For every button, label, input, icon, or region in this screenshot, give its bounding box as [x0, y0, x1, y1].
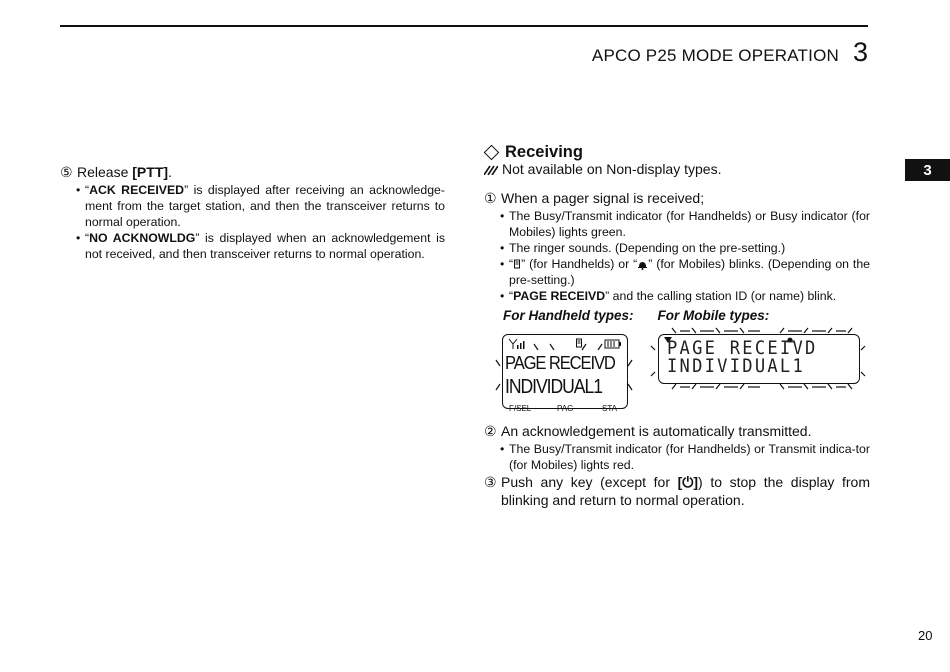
handheld-softkey-3: STA — [602, 404, 617, 413]
step-number: ⑤ — [60, 164, 73, 180]
page-header — [592, 37, 868, 68]
section-title: Receiving — [505, 143, 583, 161]
list-item: • “ ” (for Handhelds) or “ ” (for Mobiles) blinks. (Depending on the pre-setting.) — [500, 257, 871, 287]
list-item: • The Busy/Transmit indicator (for Handhelds) or Transmit indica-tor (for Mobiles) lights red. — [500, 442, 870, 472]
caption-handheld: For Handheld types: — [503, 308, 634, 323]
list-item: • The ringer sounds. (Depending on the pre-setting.) — [500, 241, 786, 255]
chapter-tab[interactable]: 3 — [905, 159, 950, 181]
mobile-line-2: INDIVIDUAL1 — [667, 355, 806, 377]
step-3-text: Push any key (except for [⏻]) to stop the display from blinking and return to normal operation. — [501, 474, 871, 508]
header-chapter: 3 — [852, 37, 868, 67]
step-2-text: An acknowledgement is automatically transmitted. — [501, 423, 812, 439]
mobile-line-1: PAGE RECEIVD — [667, 337, 818, 359]
release-ptt-step — [60, 163, 445, 181]
handheld-softkey-1: F/SEL — [509, 404, 532, 413]
display-note — [484, 161, 870, 177]
pager-mobile-icon — [637, 260, 648, 270]
right-column — [484, 144, 870, 510]
section-heading — [484, 144, 870, 160]
header-title: APCO P25 MODE OPERATION — [591, 46, 839, 65]
note-text: Not available on Non-display types. — [502, 161, 722, 177]
step-1-text: When a pager signal is received; — [501, 190, 705, 206]
handheld-softkey-2: PAG — [557, 404, 574, 413]
hatch-icon — [484, 164, 498, 175]
diamond-icon — [484, 144, 500, 160]
step-2-bullets — [500, 441, 870, 473]
step-1-bullets — [500, 208, 870, 304]
left-column — [60, 163, 445, 262]
list-item: • The Busy/Transmit indicator (for Handhelds) or Busy indicator (for Mobiles) lights green. — [500, 209, 870, 239]
header-rule — [60, 25, 868, 27]
bullet-no-acknowldg: • “NO ACKNOWLDG” is displayed when an acknowledgement is not received, and then transceiver returns to normal operation. — [76, 231, 445, 261]
handheld-line-1: PAGE RECEIVD — [505, 353, 615, 373]
step-3-number: ③ — [484, 474, 497, 490]
blink-marks — [494, 326, 874, 418]
step-2 — [484, 422, 870, 440]
ptt-key-label: [PTT] — [132, 164, 169, 180]
page-number: 20 — [918, 628, 933, 643]
step-text-post: . — [168, 164, 172, 180]
step-3 — [484, 473, 870, 509]
release-bullets — [76, 182, 445, 262]
step-1 — [484, 189, 870, 207]
handheld-line-2: INDIVIDUAL1 — [505, 376, 602, 398]
pager-handheld-icon — [513, 259, 521, 270]
step-1-number: ① — [484, 190, 497, 206]
caption-mobile: For Mobile types: — [657, 308, 770, 323]
power-key-label: [⏻] — [677, 474, 699, 490]
bullet-ack-received: • “ACK RECEIVED” is displayed after receiving an acknowledge-ment from the target station, and then the transceiver returns to normal operation. — [76, 183, 445, 229]
display-illustrations — [494, 326, 870, 418]
step-text — [77, 163, 172, 181]
step-text-pre: Release — [77, 164, 133, 180]
list-item: • “PAGE RECEIVD” and the calling station ID (or name) blink. — [500, 289, 837, 303]
display-captions — [503, 308, 870, 324]
step-2-number: ② — [484, 423, 497, 439]
